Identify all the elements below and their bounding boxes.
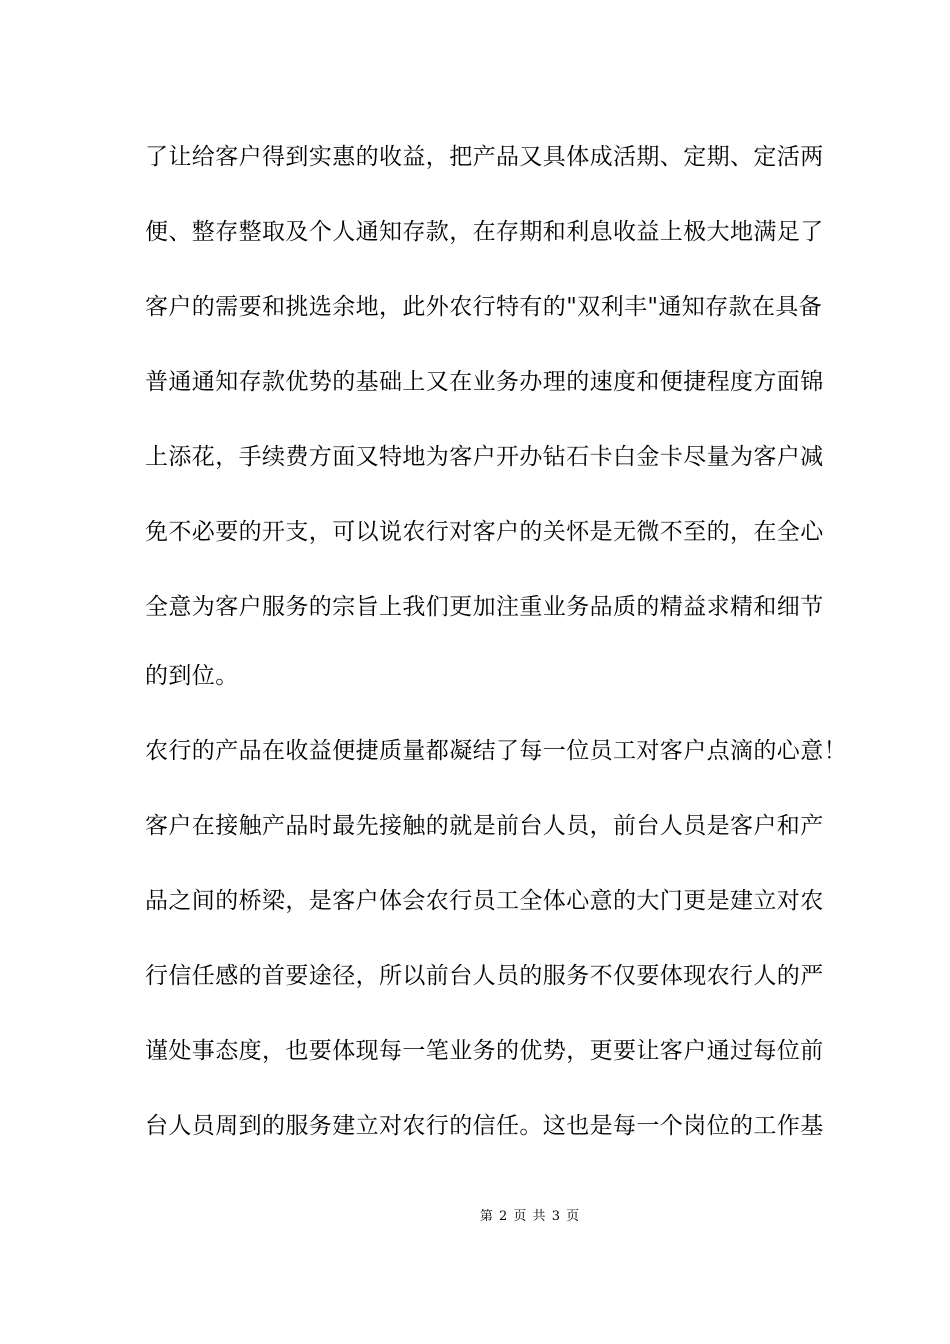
paragraph-line: 行信任感的首要途径，所以前台人员的服务不仅要体现农行人的严 — [145, 963, 824, 989]
paragraph-line: 普通通知存款优势的基础上又在业务办理的速度和便捷程度方面锦 — [145, 369, 824, 395]
paragraph-line: 客户在接触产品时最先接触的就是前台人员，前台人员是客户和产 — [145, 813, 824, 839]
paragraph-line: 免不必要的开支，可以说农行对客户的关怀是无微不至的，在全心 — [145, 519, 824, 545]
paragraph-line: 客户的需要和挑选余地，此外农行特有的"双利丰"通知存款在具备 — [145, 294, 823, 320]
paragraph-line: 全意为客户服务的宗旨上我们更加注重业务品质的精益求精和细节 — [145, 594, 824, 620]
paragraph-line: 农行的产品在收益便捷质量都凝结了每一位员工对客户点滴的心意！ — [145, 738, 847, 764]
page-number-footer: 第 2 页 共 3 页 — [479, 1209, 581, 1224]
paragraph-line: 的到位。 — [145, 663, 239, 689]
paragraph-line: 便、整存整取及个人通知存款，在存期和利息收益上极大地满足了 — [145, 219, 824, 245]
paragraph-line: 品之间的桥梁，是客户体会农行员工全体心意的大门更是建立对农 — [145, 888, 824, 914]
paragraph-line: 了让给客户得到实惠的收益，把产品又具体成活期、定期、定活两 — [145, 144, 824, 170]
paragraph-line: 台人员周到的服务建立对农行的信任。这也是每一个岗位的工作基 — [145, 1113, 824, 1139]
paragraph-line: 谨处事态度，也要体现每一笔业务的优势，更要让客户通过每位前 — [145, 1038, 824, 1064]
paragraph-line: 上添花，手续费方面又特地为客户开办钻石卡白金卡尽量为客户减 — [145, 444, 824, 470]
